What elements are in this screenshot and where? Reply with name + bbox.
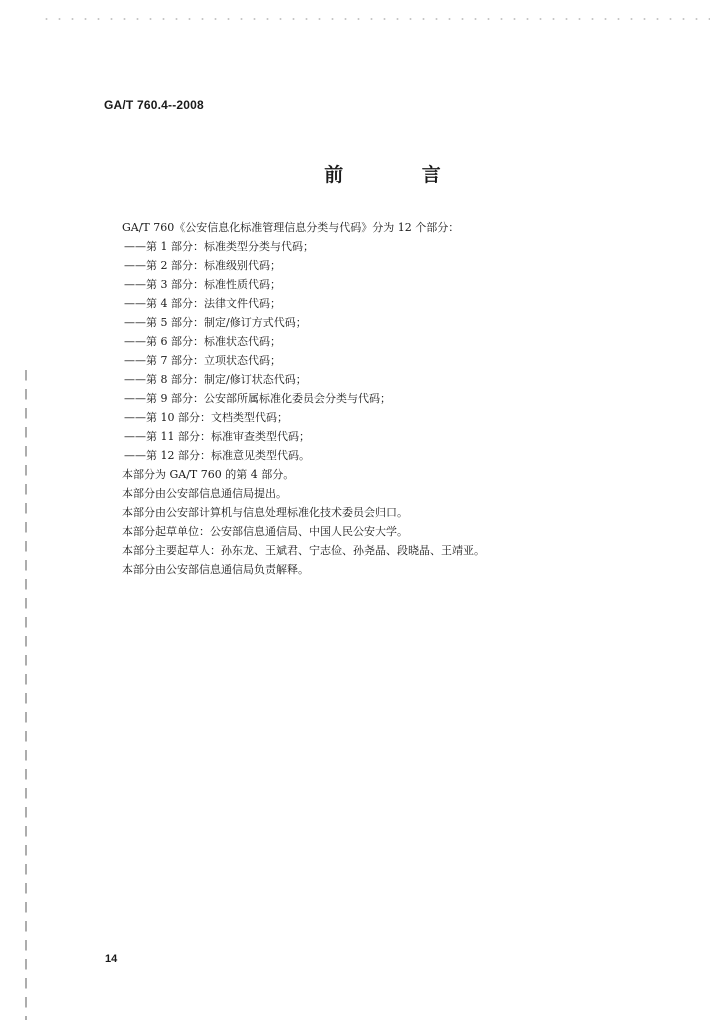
- scan-artifact-top: [40, 18, 710, 20]
- page-number: 14: [105, 953, 118, 965]
- part-list-item: ——第 5 部分：制定/修订方式代码；: [124, 316, 307, 329]
- page-title: 前 言: [324, 164, 477, 186]
- part-list-item: ——第 6 部分：标准状态代码；: [124, 335, 281, 348]
- part-list-item: ——第 10 部分：文档类型代码；: [124, 411, 288, 424]
- scan-artifact-left: [25, 370, 27, 1020]
- statement-line: 本部分主要起草人：孙东龙、王斌君、宁志俭、孙尧晶、段晓晶、王靖亚。: [122, 544, 485, 557]
- part-list-item: ——第 2 部分：标准级别代码；: [124, 259, 281, 272]
- intro-line: GA/T 760《公安信息化标准管理信息分类与代码》分为 12 个部分：: [122, 221, 460, 234]
- statement-line: 本部分起草单位：公安部信息通信局、中国人民公安大学。: [122, 525, 408, 538]
- part-list-item: ——第 1 部分：标准类型分类与代码；: [124, 240, 314, 253]
- statement-line: 本部分为 GA/T 760 的第 4 部分。: [122, 468, 295, 481]
- part-list-item: ——第 4 部分：法律文件代码；: [124, 297, 281, 310]
- statement-line: 本部分由公安部计算机与信息处理标准化技术委员会归口。: [122, 506, 408, 519]
- statement-line: 本部分由公安部信息通信局负责解释。: [122, 563, 309, 576]
- standard-code: GA/T 760.4--2008: [104, 98, 204, 112]
- part-list-item: ——第 7 部分：立项状态代码；: [124, 354, 281, 367]
- foreword-body: [122, 218, 622, 579]
- part-list-item: ——第 12 部分：标准意见类型代码。: [124, 449, 310, 462]
- part-list-item: ——第 8 部分：制定/修订状态代码；: [124, 373, 307, 386]
- statement-line: 本部分由公安部信息通信局提出。: [122, 487, 287, 500]
- part-list-item: ——第 9 部分：公安部所属标准化委员会分类与代码；: [124, 392, 391, 405]
- part-list-item: ——第 3 部分：标准性质代码；: [124, 278, 281, 291]
- part-list-item: ——第 11 部分：标准审查类型代码；: [124, 430, 310, 443]
